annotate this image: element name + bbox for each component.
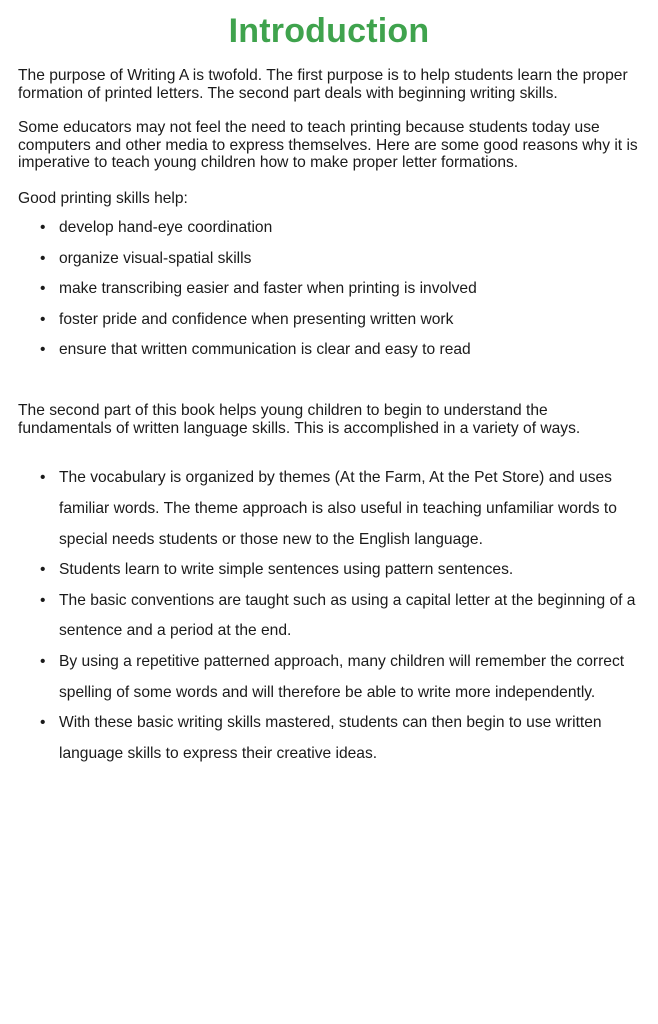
bullet-icon: • <box>40 591 46 609</box>
bullet-icon: • <box>40 219 46 236</box>
page-title: Introduction <box>228 12 430 50</box>
list-item <box>18 250 640 268</box>
bullet-icon: • <box>40 310 46 328</box>
list-item <box>18 708 640 769</box>
list-item-text: The vocabulary is organized by themes (At the Farm, At the Pet Store) and uses familiar words. The theme approach is also useful in teaching unfamiliar words to special needs students or those new to the English language. <box>59 469 617 548</box>
list-item <box>18 463 640 555</box>
skills-lead-in: Good printing skills help: <box>18 189 188 207</box>
bullet-icon: • <box>40 561 46 579</box>
list-item-text: With these basic writing skills mastered, students can then begin to use written language skills to express their creative ideas. <box>59 714 602 762</box>
bullet-icon: • <box>40 280 46 298</box>
second-part-paragraph: The second part of this book helps young children to begin to understand the fundamentals of written language skills. This is accomplished in a variety of ways. <box>18 402 581 437</box>
list-item-text: organize visual-spatial skills <box>59 249 252 267</box>
list-item-text: foster pride and confidence when presenting written work <box>59 310 454 328</box>
bullet-icon: • <box>40 469 46 487</box>
writing-skills-list <box>18 463 640 769</box>
list-item-text: develop hand-eye coordination <box>59 219 273 236</box>
list-item-text: Students learn to write simple sentences using pattern sentences. <box>59 561 514 579</box>
list-item <box>18 586 640 647</box>
list-item <box>18 341 640 359</box>
intro-paragraph-2: Some educators may not feel the need to teach printing because students today use computers and other media to express themselves. Here are some good reasons why it is imperative to teach young children how to make proper letter formations. <box>18 119 638 171</box>
bullet-icon: • <box>40 249 46 267</box>
printing-skills-list <box>18 219 640 359</box>
list-item-text: By using a repetitive patterned approach, many children will remember the correct spelling of some words and will therefore be able to write more independently. <box>59 652 625 701</box>
intro-paragraph-1: The purpose of Writing A is twofold. The first purpose is to help students learn the proper formation of printed letters. The second part deals with beginning writing skills. <box>18 67 628 102</box>
list-item <box>18 311 640 329</box>
list-item <box>18 280 640 298</box>
bullet-icon: • <box>40 652 46 670</box>
list-item-text: The basic conventions are taught such as using a capital letter at the beginning of a sentence and a period at the end. <box>59 591 636 640</box>
list-item <box>18 219 640 237</box>
list-item-text: make transcribing easier and faster when printing is involved <box>59 280 477 298</box>
list-item <box>18 555 640 586</box>
bullet-icon: • <box>40 714 46 732</box>
list-item <box>18 647 640 708</box>
bullet-icon: • <box>40 341 46 359</box>
list-item-text: ensure that written communication is clear and easy to read <box>59 341 471 359</box>
